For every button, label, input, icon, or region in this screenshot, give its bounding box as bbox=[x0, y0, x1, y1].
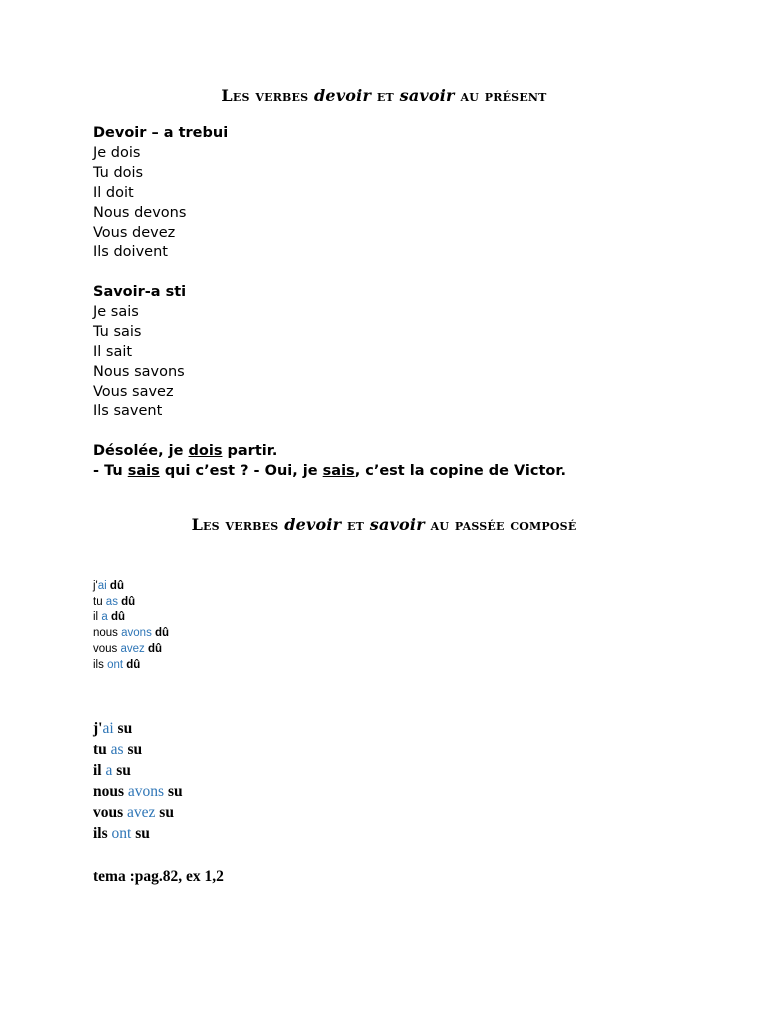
passe-savoir-line bbox=[93, 718, 183, 739]
passe-devoir-line bbox=[93, 610, 169, 626]
auxiliary: avez bbox=[127, 804, 156, 821]
pronoun: j' bbox=[93, 580, 98, 592]
participle: dû bbox=[110, 611, 125, 624]
title-passe-prefix: Les verbes bbox=[191, 515, 279, 534]
devoir-line: Vous devez bbox=[93, 224, 176, 241]
title-present-suffix: au présent bbox=[460, 86, 547, 105]
savoir-line: Il sait bbox=[93, 343, 133, 360]
pronoun: ils bbox=[93, 658, 104, 671]
auxiliary: as bbox=[110, 741, 124, 758]
passe-devoir-line bbox=[93, 595, 169, 611]
pronoun: vous bbox=[93, 804, 124, 821]
devoir-line: Tu dois bbox=[93, 164, 144, 181]
auxiliary: as bbox=[105, 595, 118, 608]
pronoun: il bbox=[93, 762, 102, 779]
auxiliary: ont bbox=[107, 658, 124, 671]
title-passe-suffix: au passée composé bbox=[430, 515, 577, 534]
example-line-1 bbox=[93, 442, 566, 462]
auxiliary: avons bbox=[127, 783, 165, 800]
pronoun: j' bbox=[93, 720, 103, 737]
participle: dû bbox=[155, 627, 170, 640]
auxiliary: avons bbox=[121, 627, 152, 640]
example-text: , c’est la copine de Victor. bbox=[354, 462, 566, 479]
example-text: Désolée, je bbox=[93, 443, 189, 459]
title-passe-compose bbox=[0, 515, 768, 534]
passe-savoir-line bbox=[93, 781, 183, 802]
savoir-conjugation bbox=[93, 283, 186, 422]
pronoun: nous bbox=[93, 783, 125, 800]
pronoun: nous bbox=[93, 627, 118, 640]
pronoun: tu bbox=[93, 741, 107, 758]
passe-devoir-list bbox=[93, 579, 169, 673]
passe-devoir-line bbox=[93, 642, 169, 658]
auxiliary: ont bbox=[111, 825, 132, 842]
participle: dû bbox=[121, 595, 136, 608]
passe-devoir-line bbox=[93, 626, 169, 642]
participle: su bbox=[127, 741, 143, 758]
passe-savoir-line bbox=[93, 823, 183, 844]
participle: su bbox=[159, 804, 174, 821]
participle: dû bbox=[148, 642, 163, 655]
participle: dû bbox=[126, 658, 141, 671]
savoir-line: Nous savons bbox=[93, 363, 185, 380]
passe-savoir-line bbox=[93, 802, 183, 823]
example-underlined: sais bbox=[127, 462, 160, 479]
example-underlined: dois bbox=[188, 443, 223, 459]
devoir-line: Il doit bbox=[93, 184, 134, 201]
auxiliary: ai bbox=[102, 720, 114, 737]
savoir-line: Ils savent bbox=[93, 403, 163, 420]
devoir-conjugation bbox=[93, 124, 228, 263]
passe-devoir-line bbox=[93, 579, 169, 595]
devoir-line: Nous devons bbox=[93, 204, 187, 221]
example-text: partir. bbox=[222, 443, 278, 459]
auxiliary: avez bbox=[120, 642, 145, 655]
passe-savoir-list bbox=[93, 718, 183, 844]
savoir-line: Tu sais bbox=[93, 323, 142, 340]
auxiliary: ai bbox=[97, 580, 107, 592]
savoir-header: Savoir-a sti bbox=[93, 284, 187, 300]
participle: su bbox=[167, 783, 183, 800]
example-text: qui c’est ? - Oui, je bbox=[159, 462, 323, 479]
example-text: - Tu bbox=[93, 462, 128, 479]
devoir-line: Ils doivent bbox=[93, 244, 168, 261]
pronoun: vous bbox=[93, 642, 118, 655]
example-underlined: sais bbox=[322, 462, 355, 479]
participle: su bbox=[116, 762, 131, 779]
participle: su bbox=[117, 720, 133, 737]
auxiliary: a bbox=[101, 611, 108, 624]
title-passe-mid: et bbox=[347, 515, 364, 534]
savoir-line: Je sais bbox=[93, 303, 139, 320]
title-passe-verb1: devoir bbox=[284, 515, 342, 534]
passe-savoir-line bbox=[93, 760, 183, 781]
title-present bbox=[0, 86, 768, 105]
pronoun: il bbox=[93, 611, 99, 624]
title-passe-verb2: savoir bbox=[369, 515, 425, 534]
title-present-mid: et bbox=[376, 86, 394, 105]
passe-devoir-line bbox=[93, 658, 169, 674]
savoir-line: Vous savez bbox=[93, 383, 174, 400]
examples bbox=[93, 442, 566, 482]
passe-savoir-line bbox=[93, 739, 183, 760]
pronoun: ils bbox=[93, 825, 108, 842]
devoir-line: Je dois bbox=[93, 144, 141, 161]
auxiliary: a bbox=[105, 762, 113, 779]
pronoun: tu bbox=[93, 595, 103, 608]
title-present-verb1: devoir bbox=[314, 86, 372, 105]
participle: su bbox=[135, 825, 150, 842]
participle: dû bbox=[109, 580, 124, 592]
example-line-2 bbox=[93, 462, 566, 482]
title-present-prefix: Les verbes bbox=[221, 86, 309, 105]
homework-note: tema :pag.82, ex 1,2 bbox=[93, 868, 224, 885]
devoir-header: Devoir – a trebui bbox=[93, 125, 229, 141]
title-present-verb2: savoir bbox=[399, 86, 455, 105]
